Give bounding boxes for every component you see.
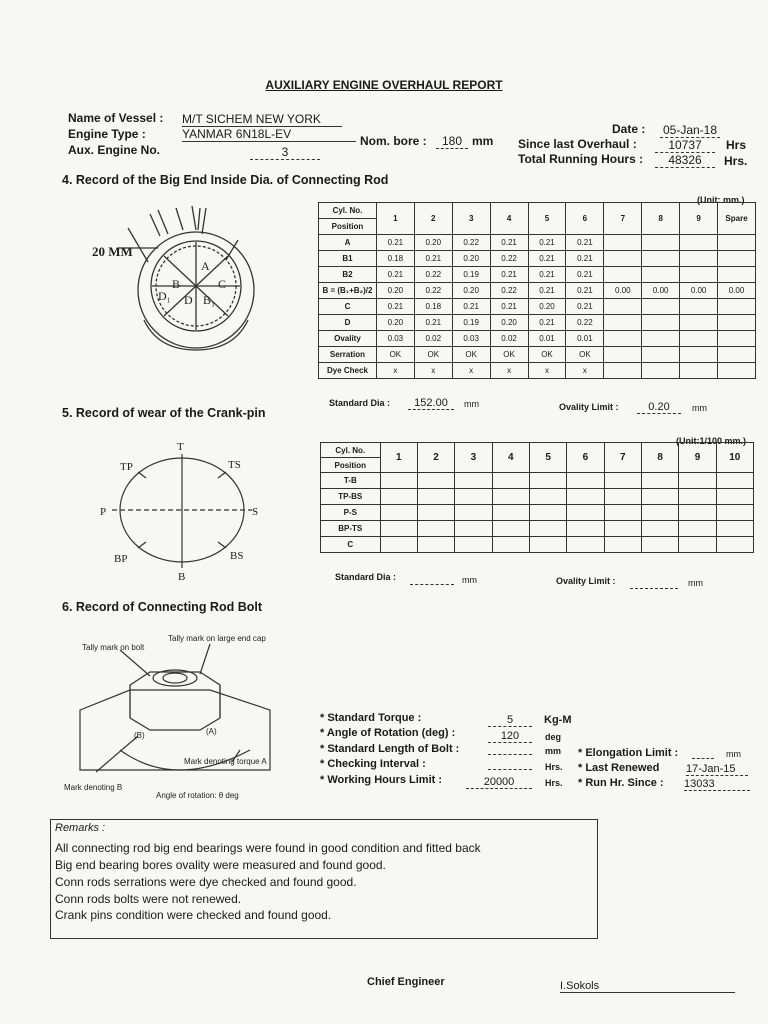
s5-cell (455, 489, 492, 505)
whl-label: * Working Hours Limit : (320, 774, 443, 786)
s4-cell: OK (490, 347, 528, 363)
remark-line: Big end bearing bores ovality were measured and found good. (55, 858, 386, 872)
s4-row-label: Dye Check (319, 363, 377, 379)
s5-ovality-blank (630, 580, 678, 589)
s5-cell (641, 473, 678, 489)
s5-cyl-header: 3 (455, 443, 492, 473)
s5-cell (492, 537, 529, 553)
crank-label-tp: TP (120, 461, 133, 473)
s4-row-label: A (319, 235, 377, 251)
whl-value: 20000 (466, 776, 532, 789)
crank-label-t: T (177, 441, 184, 453)
s4-cell: 0.21 (528, 315, 566, 331)
s4-cell: 0.21 (566, 299, 604, 315)
s5-cell (380, 537, 417, 553)
s4-cell: 0.01 (566, 331, 604, 347)
s5-header-position: Position (321, 458, 381, 473)
remark-line: Conn rods serrations were dye checked and found good. (55, 875, 357, 889)
s4-cell: 0.03 (376, 331, 414, 347)
s4-cell (604, 267, 642, 283)
s5-row-label: T-B (321, 473, 381, 489)
s4-cell: 0.22 (452, 235, 490, 251)
section4-title: 4. Record of the Big End Inside Dia. of Connecting Rod (62, 173, 389, 187)
since-overhaul-value: 10737 (655, 138, 715, 153)
s5-cell (716, 537, 753, 553)
runhr-value: 13033 (684, 778, 750, 791)
total-hours-label: Total Running Hours : (518, 152, 644, 166)
s5-cell (604, 489, 641, 505)
s5-ovality-label: Ovality Limit : (556, 576, 616, 586)
s4-cell (718, 315, 756, 331)
s4-cell (642, 315, 680, 331)
s5-cell (529, 537, 566, 553)
s4-cell: 0.21 (452, 299, 490, 315)
aux-engine-value: 3 (250, 145, 320, 160)
torque-label: * Standard Torque : (320, 712, 422, 724)
s4-cell (680, 331, 718, 347)
s5-cell (641, 489, 678, 505)
s4-cell (604, 251, 642, 267)
diagram-letter-d: D (184, 293, 193, 307)
s5-cell (716, 521, 753, 537)
date-value: 05-Jan-18 (660, 123, 720, 138)
s5-cyl-header: 10 (716, 443, 753, 473)
s4-cell: 0.19 (452, 315, 490, 331)
s4-cell (642, 299, 680, 315)
s5-cell (380, 505, 417, 521)
nom-bore-unit: mm (472, 134, 494, 148)
s5-std-dia-unit: mm (462, 575, 477, 585)
remarks-box (50, 819, 598, 939)
s4-cell: x (414, 363, 452, 379)
s4-cell: 0.22 (490, 251, 528, 267)
s5-cell (492, 505, 529, 521)
s4-cell (604, 331, 642, 347)
s4-cell: 0.21 (566, 267, 604, 283)
s4-std-dia-label: Standard Dia : (329, 398, 391, 408)
s4-cell: 0.20 (490, 315, 528, 331)
s5-std-dia-blank (410, 576, 454, 585)
diagram-a: (A) (206, 727, 217, 736)
s4-cell (604, 347, 642, 363)
diagram-mark-a: Mark denoting torque A (184, 757, 267, 766)
s5-cyl-header: 2 (417, 443, 454, 473)
diagram-letter-b: B (172, 277, 181, 291)
s4-std-dia-unit: mm (464, 399, 479, 409)
diagram-angle: Angle of rotation: θ deg (156, 791, 239, 800)
s5-cyl-header: 6 (567, 443, 604, 473)
s4-row-label: C (319, 299, 377, 315)
s4-cell (718, 251, 756, 267)
s5-cell (604, 537, 641, 553)
elong-blank (692, 750, 714, 759)
s4-row-label: B2 (319, 267, 377, 283)
diagram-b: (B) (134, 731, 145, 740)
diagram-letter-b1: B₁ (203, 293, 216, 307)
s4-cell: OK (414, 347, 452, 363)
crank-label-p: P (100, 506, 107, 518)
s5-cell (455, 537, 492, 553)
s4-cell (718, 331, 756, 347)
s4-cell (718, 347, 756, 363)
elong-label: * Elongation Limit : (578, 747, 679, 759)
nom-bore-label: Nom. bore : (360, 134, 427, 148)
s5-cell (567, 489, 604, 505)
s4-cell: OK (452, 347, 490, 363)
s4-cell: 0.21 (528, 251, 566, 267)
s5-cell (529, 473, 566, 489)
s4-cell: 0.21 (566, 283, 604, 299)
s5-cell (380, 489, 417, 505)
s5-ovality-unit: mm (688, 578, 703, 588)
remarks-title: Remarks : (55, 822, 106, 834)
connecting-rod-bolt-diagram (60, 630, 310, 805)
s4-cell: 0.20 (376, 283, 414, 299)
s4-cyl-header: 4 (490, 203, 528, 235)
aux-engine-label: Aux. Engine No. (68, 143, 161, 157)
s4-cell: 0.20 (452, 251, 490, 267)
chief-engineer-name: I.Sokols (560, 980, 735, 993)
s4-cell (642, 363, 680, 379)
engine-type-value: YANMAR 6N18L-EV (182, 127, 356, 142)
s4-cell: 0.21 (490, 235, 528, 251)
length-label: * Standard Length of Bolt : (320, 743, 460, 755)
s4-cyl-header: 6 (566, 203, 604, 235)
s4-row-label: Ovality (319, 331, 377, 347)
s5-row-label: BP-TS (321, 521, 381, 537)
s5-header-cyl: Cyl. No. (321, 443, 381, 458)
s5-cell (492, 489, 529, 505)
s4-cell (604, 363, 642, 379)
s4-cyl-header: 3 (452, 203, 490, 235)
s5-cell (716, 473, 753, 489)
angle-unit: deg (545, 732, 562, 742)
s5-cyl-header: 1 (380, 443, 417, 473)
section6-title: 6. Record of Connecting Rod Bolt (62, 600, 262, 614)
whl-unit: Hrs. (545, 778, 563, 788)
diagram-letter-c: C (218, 277, 227, 291)
angle-value: 120 (488, 730, 532, 743)
s4-cell (680, 251, 718, 267)
s5-cyl-header: 9 (679, 443, 716, 473)
s4-cell: x (490, 363, 528, 379)
s4-cell: 0.21 (490, 267, 528, 283)
s4-cell: x (376, 363, 414, 379)
s4-cell: 0.21 (414, 315, 452, 331)
s4-cell: 0.00 (604, 283, 642, 299)
s5-cell (567, 521, 604, 537)
crank-label-ts: TS (228, 459, 241, 471)
diagram-20mm-label: 20 MM (92, 244, 133, 259)
elong-unit: mm (726, 749, 741, 759)
s4-cell: 0.20 (376, 315, 414, 331)
s5-cell (679, 489, 716, 505)
s5-cell (455, 473, 492, 489)
s4-header-cyl: Cyl. No. (319, 203, 377, 219)
s4-cell (680, 315, 718, 331)
s4-cell (604, 299, 642, 315)
s4-cell: 0.21 (414, 251, 452, 267)
s4-cell: 0.21 (376, 299, 414, 315)
s4-cell: 0.20 (528, 299, 566, 315)
s4-cell (680, 299, 718, 315)
s5-cell (679, 521, 716, 537)
s4-cell (642, 251, 680, 267)
s4-row-label: D (319, 315, 377, 331)
s5-cyl-header: 8 (641, 443, 678, 473)
s5-cell (417, 473, 454, 489)
torque-value: 5 (488, 714, 532, 727)
s4-cell (642, 347, 680, 363)
diagram-tally-bolt: Tally mark on bolt (82, 643, 145, 652)
s4-cell (718, 363, 756, 379)
crank-pin-table (320, 442, 754, 553)
s5-cyl-header: 7 (604, 443, 641, 473)
s4-header-position: Position (319, 219, 377, 235)
s4-cell: 0.18 (414, 299, 452, 315)
s5-cell (492, 473, 529, 489)
remark-line: Crank pins condition were checked and found good. (55, 908, 332, 922)
diagram-tally-cap: Tally mark on large end cap (168, 634, 266, 643)
s5-cell (417, 489, 454, 505)
s4-cell: OK (376, 347, 414, 363)
s4-cell (718, 299, 756, 315)
checking-label: * Checking Interval : (320, 758, 426, 770)
vessel-label: Name of Vessel : (68, 111, 164, 125)
s5-cyl-header: 4 (492, 443, 529, 473)
s4-std-dia-value: 152.00 (408, 397, 454, 410)
s4-cell: 0.21 (528, 283, 566, 299)
since-overhaul-unit: Hrs (726, 138, 747, 152)
s4-cyl-header: 5 (528, 203, 566, 235)
s4-cell: 0.20 (452, 283, 490, 299)
checking-unit: Hrs. (545, 762, 563, 772)
renewed-label: * Last Renewed (578, 762, 660, 774)
s4-cell: 0.02 (490, 331, 528, 347)
vessel-value: M/T SICHEM NEW YORK (182, 112, 342, 127)
s5-cell (641, 521, 678, 537)
s4-cyl-header: Spare (718, 203, 756, 235)
s4-cell: x (528, 363, 566, 379)
s4-cyl-header: 2 (414, 203, 452, 235)
runhr-label: * Run Hr. Since : (578, 777, 664, 789)
s4-cell: 0.21 (566, 235, 604, 251)
s4-cell: 0.22 (490, 283, 528, 299)
s4-cell: 0.02 (414, 331, 452, 347)
s4-cell: 0.21 (566, 251, 604, 267)
s4-row-label: B1 (319, 251, 377, 267)
s5-cell (716, 505, 753, 521)
s4-cell (642, 331, 680, 347)
crank-label-s: S (252, 506, 259, 518)
s4-cell: 0.01 (528, 331, 566, 347)
section4-unit: (Unit: mm.) (697, 195, 745, 205)
s5-cell (417, 505, 454, 521)
s4-cell (718, 235, 756, 251)
s5-cell (567, 505, 604, 521)
s4-cell: 0.21 (528, 235, 566, 251)
s5-cell (716, 489, 753, 505)
s5-cell (455, 505, 492, 521)
engine-type-label: Engine Type : (68, 127, 146, 141)
s4-ovality-value: 0.20 (637, 401, 681, 414)
s4-cell: 0.00 (718, 283, 756, 299)
big-end-bore-diagram (88, 200, 268, 375)
s5-cell (492, 521, 529, 537)
s4-cell: 0.21 (376, 267, 414, 283)
s5-row-label: TP-BS (321, 489, 381, 505)
s5-cell (567, 473, 604, 489)
s4-cell: 0.22 (414, 283, 452, 299)
s4-cell: 0.20 (414, 235, 452, 251)
s5-cell (380, 521, 417, 537)
diagram-mark-b: Mark denoting B (64, 783, 123, 792)
s5-cell (604, 505, 641, 521)
s5-cell (455, 521, 492, 537)
s4-cyl-header: 9 (680, 203, 718, 235)
crank-label-b: B (178, 571, 186, 583)
length-blank (488, 744, 532, 755)
s5-std-dia-label: Standard Dia : (335, 572, 397, 582)
s4-cell (680, 347, 718, 363)
diagram-letter-d1: D₁ (158, 289, 171, 303)
total-hours-value: 48326 (655, 153, 715, 168)
big-end-table (318, 202, 756, 379)
s5-row-label: P-S (321, 505, 381, 521)
s5-row-label: C (321, 537, 381, 553)
section5-title: 5. Record of wear of the Crank-pin (62, 406, 266, 420)
s4-cell (604, 315, 642, 331)
s5-cell (641, 537, 678, 553)
date-label: Date : (612, 122, 646, 136)
s4-cell: 0.21 (528, 267, 566, 283)
s4-cell: 0.18 (376, 251, 414, 267)
remark-line: Conn rods bolts were not renewed. (55, 892, 242, 906)
s5-cell (604, 521, 641, 537)
s4-cell (642, 267, 680, 283)
s5-cell (567, 537, 604, 553)
s5-cell (417, 521, 454, 537)
s4-cell: 0.22 (414, 267, 452, 283)
s5-cell (679, 537, 716, 553)
s4-cell: OK (528, 347, 566, 363)
s4-cell: 0.03 (452, 331, 490, 347)
s4-cell: 0.19 (452, 267, 490, 283)
s4-cell: x (566, 363, 604, 379)
s4-cell (680, 235, 718, 251)
s5-cell (529, 489, 566, 505)
total-hours-unit: Hrs. (724, 154, 748, 168)
s4-row-label: Serration (319, 347, 377, 363)
s4-cell: 0.00 (680, 283, 718, 299)
s4-cell: 0.22 (566, 315, 604, 331)
diagram-letter-a: A (201, 259, 210, 273)
s4-cyl-header: 1 (376, 203, 414, 235)
since-overhaul-label: Since last Overhaul : (518, 137, 637, 151)
section5-unit: (Unit:1/100 mm.) (676, 436, 747, 446)
report-title: AUXILIARY ENGINE OVERHAUL REPORT (265, 78, 503, 92)
angle-label: * Angle of Rotation (deg) : (320, 727, 456, 739)
crank-label-bp: BP (114, 553, 128, 565)
s4-cyl-header: 7 (604, 203, 642, 235)
s4-cell: 0.21 (490, 299, 528, 315)
s4-cell: OK (566, 347, 604, 363)
nom-bore-value: 180 (436, 134, 468, 149)
s4-cell (642, 235, 680, 251)
s5-cell (529, 505, 566, 521)
s4-cell (680, 363, 718, 379)
renewed-value: 17-Jan-15 (686, 763, 748, 776)
crank-label-bs: BS (230, 550, 244, 562)
s5-cell (679, 473, 716, 489)
s4-cell (718, 267, 756, 283)
checking-blank (488, 759, 532, 770)
s4-cell (604, 235, 642, 251)
s4-cell: x (452, 363, 490, 379)
length-unit: mm (545, 746, 562, 756)
s4-cell: 0.21 (376, 235, 414, 251)
chief-engineer-label: Chief Engineer (367, 976, 445, 988)
s4-cyl-header: 8 (642, 203, 680, 235)
s5-cell (604, 473, 641, 489)
s4-cell (680, 267, 718, 283)
s5-cell (380, 473, 417, 489)
s4-row-label: B = (B₁+B₂)/2 (319, 283, 377, 299)
s4-ovality-label: Ovality Limit : (559, 402, 619, 412)
s5-cell (679, 505, 716, 521)
s5-cyl-header: 5 (529, 443, 566, 473)
s4-ovality-unit: mm (692, 403, 707, 413)
s5-cell (529, 521, 566, 537)
s4-cell: 0.00 (642, 283, 680, 299)
s5-cell (641, 505, 678, 521)
crank-pin-diagram (90, 436, 280, 586)
s5-cell (417, 537, 454, 553)
torque-unit: Kg-M (544, 714, 572, 726)
remark-line: All connecting rod big end bearings were found in good condition and fitted back (55, 841, 481, 855)
